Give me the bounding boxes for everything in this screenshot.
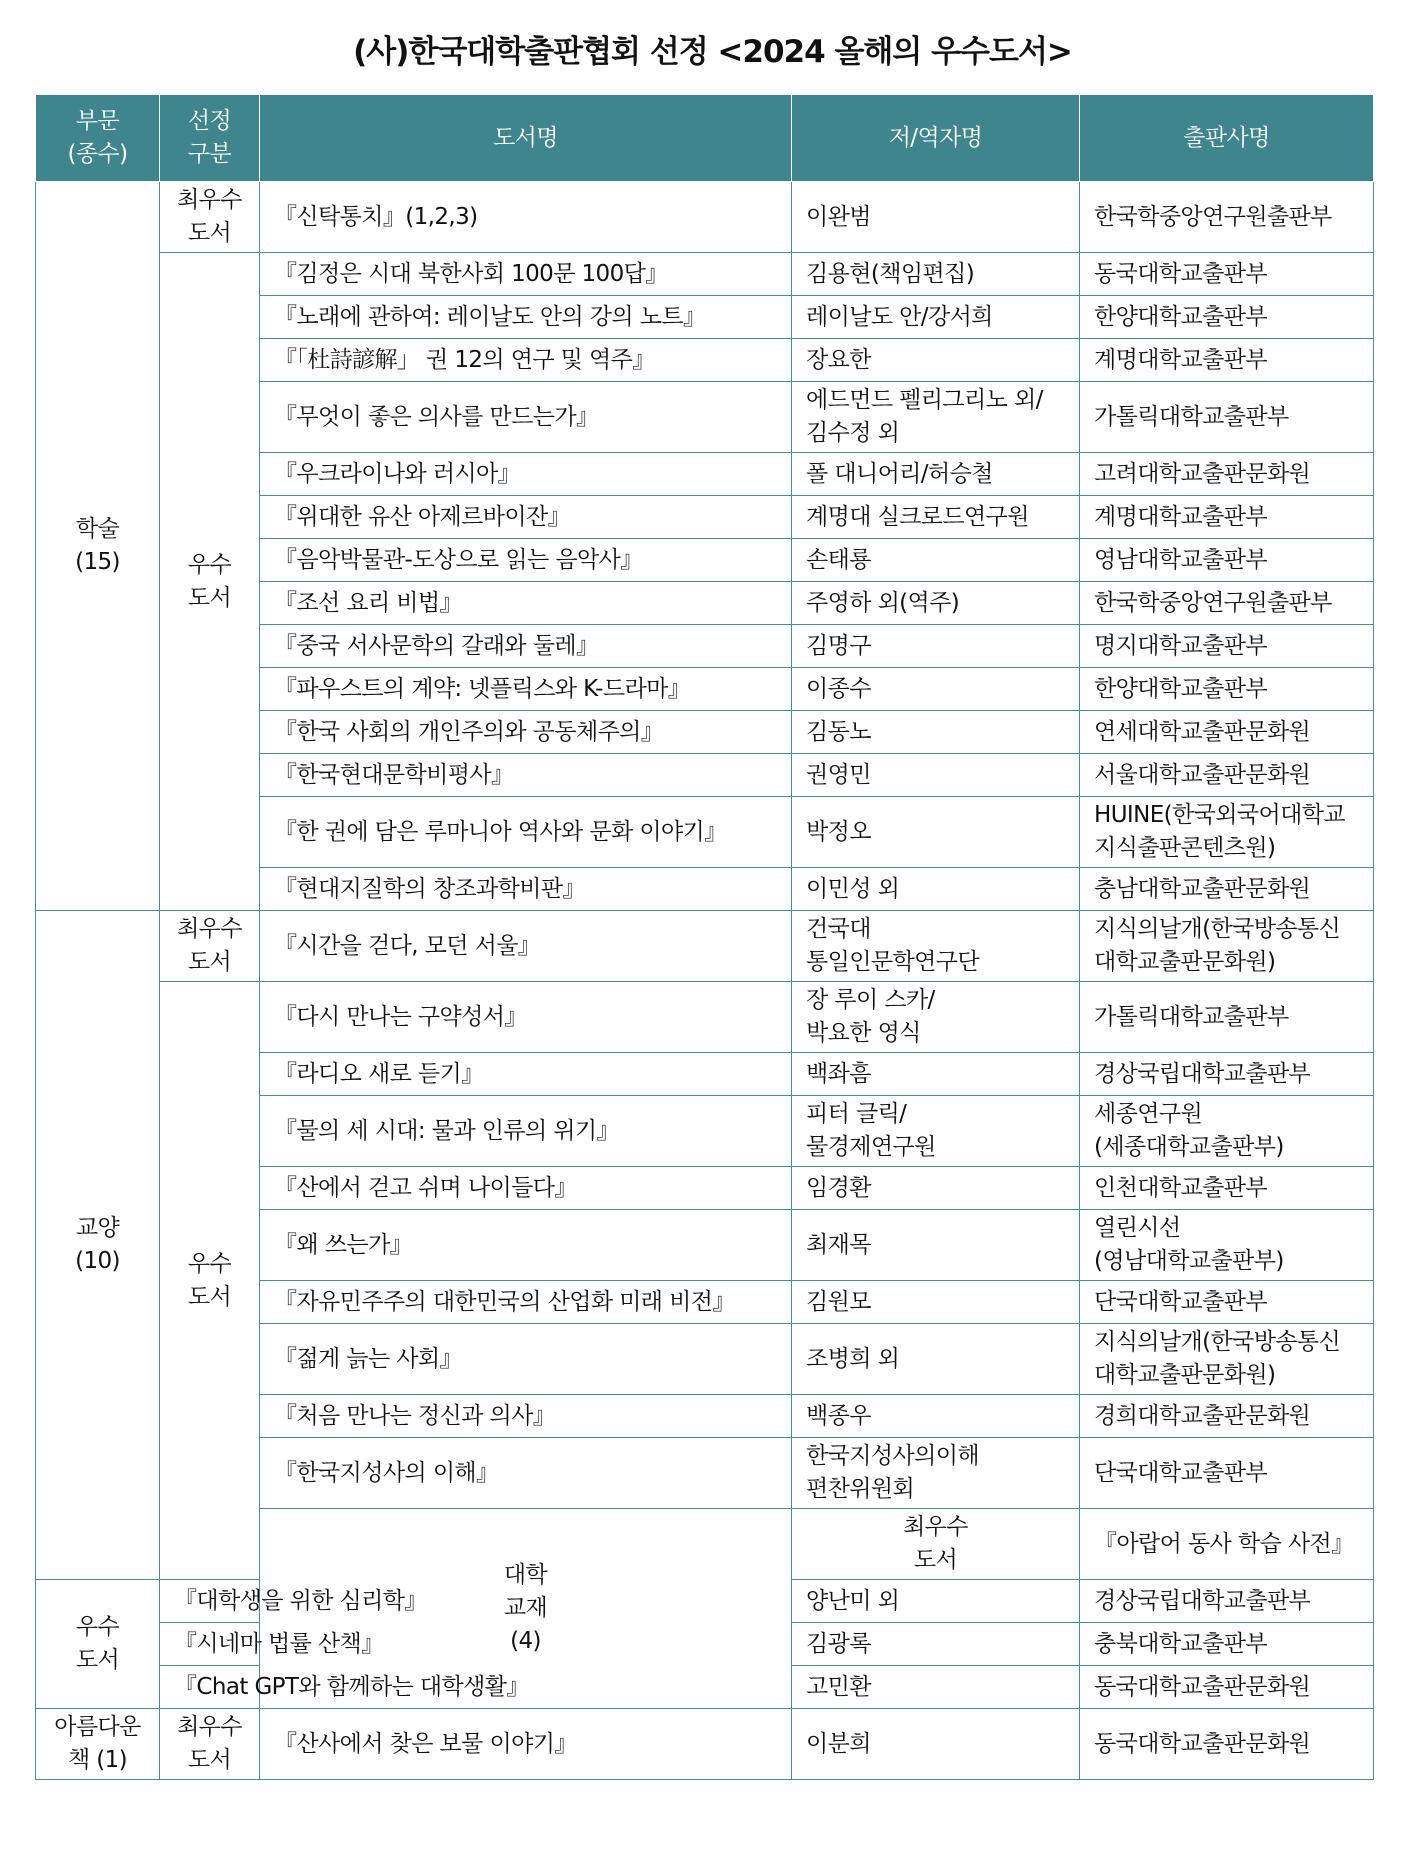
author: 폴 대니어리/허승철 — [792, 453, 1080, 496]
author: 레이날도 안/강서희 — [792, 296, 1080, 339]
author: 백종우 — [792, 1395, 1080, 1438]
book-title: 『위대한 유산 아제르바이잔』 — [260, 496, 792, 539]
book-title: 『무엇이 좋은 의사를 만드는가』 — [260, 382, 792, 453]
author: 백좌흠 — [792, 1053, 1080, 1096]
category-cell: 학술 (15) — [36, 182, 160, 911]
category-cell: 대학 교재 (4) — [260, 1509, 792, 1709]
publisher: 계명대학교출판부 — [1080, 339, 1374, 382]
publisher: 지식의날개(한국방송통신 대학교출판문화원) — [1080, 1324, 1374, 1395]
publisher: 연세대학교출판문화원 — [1080, 711, 1374, 754]
author: 한국지성사의이해 편찬위원회 — [792, 1438, 1080, 1509]
publisher: 단국대학교출판부 — [1080, 1438, 1374, 1509]
author: 주영하 외(역주) — [792, 582, 1080, 625]
publisher: 서울대학교출판문화원 — [1080, 754, 1374, 797]
book-title: 『파우스트의 계약: 넷플릭스와 K-드라마』 — [260, 668, 792, 711]
author: 이완범 — [792, 182, 1080, 253]
author: 에드먼드 펠리그리노 외/ 김수정 외 — [792, 382, 1080, 453]
publisher: 경희대학교출판문화원 — [1080, 1395, 1374, 1438]
book-title: 『처음 만나는 정신과 의사』 — [260, 1395, 792, 1438]
grade-cell-best: 최우수 도서 — [792, 1509, 1080, 1580]
category-cell: 교양 (10) — [36, 911, 160, 1580]
author: 양난미 외 — [792, 1580, 1080, 1623]
book-title: 『아랍어 동사 학습 사전』 — [1080, 1509, 1374, 1580]
publisher: 지식의날개(한국방송통신 대학교출판문화원) — [1080, 911, 1374, 982]
author: 손태룡 — [792, 539, 1080, 582]
publisher: HUINE(한국외국어대학교 지식출판콘텐츠원) — [1080, 797, 1374, 868]
author: 김동노 — [792, 711, 1080, 754]
book-title: 『김정은 시대 북한사회 100문 100답』 — [260, 253, 792, 296]
author: 조병희 외 — [792, 1324, 1080, 1395]
header-publisher: 출판사명 — [1080, 95, 1374, 182]
table-row — [36, 182, 1374, 253]
author: 박정오 — [792, 797, 1080, 868]
table-row — [36, 253, 1374, 296]
publisher: 충북대학교출판부 — [1080, 1623, 1374, 1666]
book-title: 『조선 요리 비법』 — [260, 582, 792, 625]
author: 이민성 외 — [792, 868, 1080, 911]
book-title: 『한국현대문학비평사』 — [260, 754, 792, 797]
publisher: 인천대학교출판부 — [1080, 1167, 1374, 1210]
author: 고민환 — [792, 1666, 1080, 1709]
category-cell: 아름다운 책 (1) — [36, 1709, 160, 1780]
book-title: 『중국 서사문학의 갈래와 둘레』 — [260, 625, 792, 668]
publisher: 세종연구원 (세종대학교출판부) — [1080, 1096, 1374, 1167]
publisher: 한양대학교출판부 — [1080, 296, 1374, 339]
author: 김명구 — [792, 625, 1080, 668]
book-title: 『시네마 법률 산책』 — [160, 1623, 260, 1666]
publisher: 경상국립대학교출판부 — [1080, 1580, 1374, 1623]
book-title: 『음악박물관-도상으로 읽는 음악사』 — [260, 539, 792, 582]
grade-cell-best: 최우수 도서 — [160, 182, 260, 253]
publisher: 한양대학교출판부 — [1080, 668, 1374, 711]
author: 장요한 — [792, 339, 1080, 382]
grade-cell-good: 우수 도서 — [160, 982, 260, 1580]
publisher: 단국대학교출판부 — [1080, 1281, 1374, 1324]
grade-cell-good: 우수 도서 — [160, 253, 260, 911]
publisher: 한국학중앙연구원출판부 — [1080, 582, 1374, 625]
book-title: 『우크라이나와 러시아』 — [260, 453, 792, 496]
author: 임경환 — [792, 1167, 1080, 1210]
book-title: 『노래에 관하여: 레이날도 안의 강의 노트』 — [260, 296, 792, 339]
book-title: 『대학생을 위한 심리학』 — [160, 1580, 260, 1623]
author: 이분희 — [792, 1709, 1080, 1780]
book-title: 『한국 사회의 개인주의와 공동체주의』 — [260, 711, 792, 754]
author: 김원모 — [792, 1281, 1080, 1324]
author: 김광록 — [792, 1623, 1080, 1666]
book-title: 『한 권에 담은 루마니아 역사와 문화 이야기』 — [260, 797, 792, 868]
publisher: 충남대학교출판문화원 — [1080, 868, 1374, 911]
publisher: 가톨릭대학교출판부 — [1080, 382, 1374, 453]
author: 권영민 — [792, 754, 1080, 797]
publisher: 열린시선 (영남대학교출판부) — [1080, 1210, 1374, 1281]
book-title: 『시간을 걷다, 모던 서울』 — [260, 911, 792, 982]
book-title: 『산에서 걷고 쉬며 나이들다』 — [260, 1167, 792, 1210]
publisher: 가톨릭대학교출판부 — [1080, 982, 1374, 1053]
book-title: 『다시 만나는 구약성서』 — [260, 982, 792, 1053]
publisher: 한국학중앙연구원출판부 — [1080, 182, 1374, 253]
publisher: 영남대학교출판부 — [1080, 539, 1374, 582]
table-row — [36, 982, 1374, 1053]
header-grade: 선정 구분 — [160, 95, 260, 182]
book-title: 『자유민주주의 대한민국의 산업화 미래 비전』 — [260, 1281, 792, 1324]
table-header-row — [36, 95, 1374, 182]
book-title: 『라디오 새로 듣기』 — [260, 1053, 792, 1096]
header-category: 부문 (종수) — [36, 95, 160, 182]
publisher: 경상국립대학교출판부 — [1080, 1053, 1374, 1096]
author: 계명대 실크로드연구원 — [792, 496, 1080, 539]
publisher: 동국대학교출판부 — [1080, 253, 1374, 296]
publisher: 동국대학교출판문화원 — [1080, 1666, 1374, 1709]
header-author: 저/역자명 — [792, 95, 1080, 182]
author: 김용현(책임편집) — [792, 253, 1080, 296]
header-book-title: 도서명 — [260, 95, 792, 182]
grade-cell-good: 우수 도서 — [36, 1580, 160, 1709]
author: 최재목 — [792, 1210, 1080, 1281]
book-title: 『현대지질학의 창조과학비판』 — [260, 868, 792, 911]
book-title: 『신탁통치』(1,2,3) — [260, 182, 792, 253]
publisher: 명지대학교출판부 — [1080, 625, 1374, 668]
author: 피터 글릭/ 물경제연구원 — [792, 1096, 1080, 1167]
table-row — [36, 1709, 1374, 1780]
book-title: 『물의 세 시대: 물과 인류의 위기』 — [260, 1096, 792, 1167]
author: 건국대 통일인문학연구단 — [792, 911, 1080, 982]
author: 이종수 — [792, 668, 1080, 711]
book-title: 『Chat GPT와 함께하는 대학생활』 — [160, 1666, 260, 1709]
table-row — [36, 911, 1374, 982]
author: 장 루이 스카/ 박요한 영식 — [792, 982, 1080, 1053]
book-title: 『한국지성사의 이해』 — [260, 1438, 792, 1509]
page-title: (사)한국대학출판협회 선정 <2024 올해의 우수도서> — [353, 34, 1072, 70]
publisher: 고려대학교출판문화원 — [1080, 453, 1374, 496]
publisher: 계명대학교출판부 — [1080, 496, 1374, 539]
book-table — [35, 94, 1374, 1780]
book-title: 『산사에서 찾은 보물 이야기』 — [260, 1709, 792, 1780]
book-title: 『「杜詩諺解」 권 12의 연구 및 역주』 — [260, 339, 792, 382]
book-title: 『왜 쓰는가』 — [260, 1210, 792, 1281]
grade-cell-best: 최우수 도서 — [160, 911, 260, 982]
grade-cell-best: 최우수 도서 — [160, 1709, 260, 1780]
book-title: 『젊게 늙는 사회』 — [260, 1324, 792, 1395]
publisher: 동국대학교출판문화원 — [1080, 1709, 1374, 1780]
